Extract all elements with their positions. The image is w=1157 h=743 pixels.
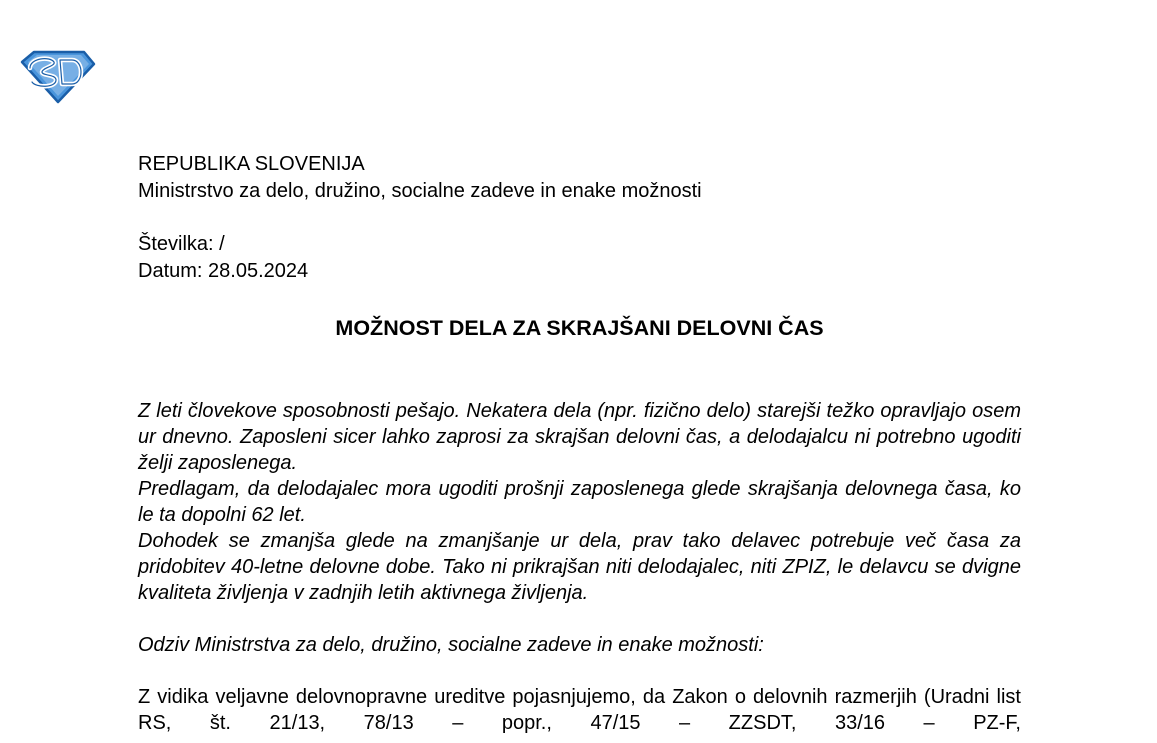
response-heading: Odziv Ministrstva za delo, družino, socialne zadeve in enake možnosti:	[138, 634, 764, 656]
letterhead	[138, 151, 702, 205]
proposal-paragraph: Predlagam, da delodajalec mora ugoditi prošnji zaposlenega glede skrajšanja delovnega časa, ko le ta dopolni 62 let.	[138, 478, 1021, 526]
document-date: Datum: 28.05.2024	[138, 260, 309, 282]
proposal-paragraph: Z leti človekove sposobnosti pešajo. Nekatera dela (npr. fizično delo) starejši težko opravljajo osem ur dnevno. Zaposleni sicer lahko zaprosi za skrajšan delovni čas, a delodajalcu ni potrebno ugoditi želji zaposlenega.	[138, 400, 1021, 474]
ministry-name: Ministrstvo za delo, družino, socialne zadeve in enake možnosti	[138, 180, 702, 202]
paragraph-spacer	[138, 658, 1021, 684]
ministry-logo-icon	[20, 48, 96, 104]
document-title: MOŽNOST DELA ZA SKRAJŠANI DELOVNI ČAS	[335, 316, 824, 340]
document-body	[138, 398, 1021, 736]
paragraph-spacer	[138, 606, 1021, 632]
country-name: REPUBLIKA SLOVENIJA	[138, 153, 365, 175]
proposal-paragraph: Dohodek se zmanjša glede na zmanjšanje ur dela, prav tako delavec potrebuje več časa za pridobitev 40-letne delovne dobe. Tako ni prikrajšan niti delodajalec, niti ZPIZ, le delavcu se dvigne kvaliteta življenja v zadnjih letih aktivnega življenja.	[138, 530, 1021, 604]
response-paragraph: Z vidika veljavne delovnopravne ureditve pojasnjujemo, da Zakon o delovnih razmerjih (Uradni list RS, št. 21/13, 78/13 – popr., 47/15 – ZZSDT, 33/16 – PZ-F,	[138, 686, 1021, 734]
document-number: Številka: /	[138, 233, 225, 255]
document-meta	[138, 231, 308, 285]
